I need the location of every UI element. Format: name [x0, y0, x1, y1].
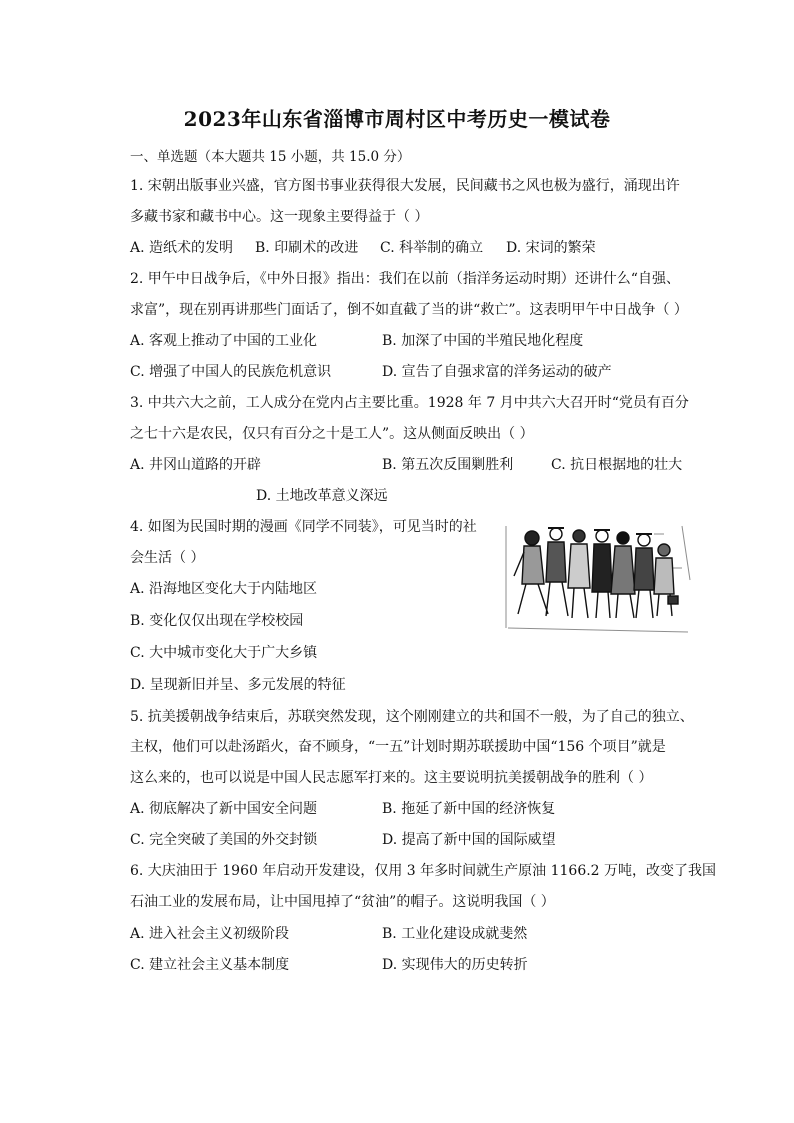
question-5-line-1: 5. 抗美援朝战争结束后，苏联突然发现，这个刚刚建立的共和国不一般，为了自己的独立、 — [130, 709, 694, 725]
question-2-option-d[interactable]: D. 宣告了自强求富的洋务运动的破产 — [382, 364, 612, 380]
question-5-option-d[interactable]: D. 提高了新中国的国际威望 — [382, 832, 556, 848]
question-2-option-b[interactable]: B. 加深了中国的半殖民地化程度 — [382, 333, 584, 349]
question-3-option-d[interactable]: D. 土地改革意义深远 — [256, 488, 388, 504]
question-4-option-b[interactable]: B. 变化仅仅出现在学校校园 — [130, 613, 304, 629]
question-1-option-c[interactable]: C. 科举制的确立 — [380, 240, 484, 256]
question-6-line-2: 石油工业的发展布局，让中国甩掉了“贫油”的帽子。这说明我国（ ） — [130, 894, 555, 910]
question-5-option-a[interactable]: A. 彻底解决了新中国安全问题 — [130, 801, 318, 817]
question-1-option-b[interactable]: B. 印刷术的改进 — [255, 240, 359, 256]
question-1-line-1: 1. 宋朝出版事业兴盛，官方图书事业获得很大发展，民间藏书之风也极为盛行，涌现出许 — [130, 178, 680, 194]
question-6-option-b[interactable]: B. 工业化建设成就斐然 — [382, 926, 528, 942]
question-5-option-c[interactable]: C. 完全突破了美国的外交封锁 — [130, 832, 318, 848]
question-1-option-a[interactable]: A. 造纸术的发明 — [130, 240, 234, 256]
question-6-option-a[interactable]: A. 进入社会主义初级阶段 — [130, 926, 290, 942]
question-5-line-2: 主权，他们可以赴汤蹈火，奋不顾身，“一五”计划时期苏联援助中国“156 个项目”就是 — [130, 739, 666, 755]
question-2-option-c[interactable]: C. 增强了中国人的民族危机意识 — [130, 364, 332, 380]
question-3-option-a[interactable]: A. 井冈山道路的开辟 — [130, 457, 262, 473]
question-6-option-d[interactable]: D. 实现伟大的历史转折 — [382, 957, 528, 973]
section-header: 一、单选题（本大题共 15 小题，共 15.0 分） — [130, 149, 411, 165]
cartoon-figure — [504, 520, 692, 638]
question-3-line-2: 之七十六是农民，仅只有百分之十是工人”。这从侧面反映出（ ） — [130, 426, 534, 442]
question-3-option-c[interactable]: C. 抗日根据地的壮大 — [551, 457, 683, 473]
question-4-option-a[interactable]: A. 沿海地区变化大于内陆地区 — [130, 581, 318, 597]
question-2-line-2: 求富”，现在别再讲那些门面话了，倒不如直截了当的讲“救亡”。这表明甲午中日战争（ ） — [130, 302, 688, 318]
question-6-option-c[interactable]: C. 建立社会主义基本制度 — [130, 957, 290, 973]
question-3-option-b[interactable]: B. 第五次反围剿胜利 — [382, 457, 514, 473]
question-2-line-1: 2. 甲午中日战争后，《中外日报》指出：我们在以前（指洋务运动时期）还讲什么“自强、 — [130, 271, 680, 287]
question-4-option-c[interactable]: C. 大中城市变化大于广大乡镇 — [130, 645, 318, 661]
question-1-option-d[interactable]: D. 宋词的繁荣 — [506, 240, 596, 256]
question-4-option-d[interactable]: D. 呈现新旧并呈、多元发展的特征 — [130, 677, 346, 693]
question-2-option-a[interactable]: A. 客观上推动了中国的工业化 — [130, 333, 318, 349]
students-cartoon-illustration — [504, 520, 692, 638]
question-5-option-b[interactable]: B. 拖延了新中国的经济恢复 — [382, 801, 556, 817]
question-1-line-2: 多藏书家和藏书中心。这一现象主要得益于（ ） — [130, 209, 429, 225]
question-4-line-2: 会生活（ ） — [130, 550, 205, 566]
question-3-line-1: 3. 中共六大之前，工人成分在党内占主要比重。1928 年 7 月中共六大召开时“党员有百分 — [130, 395, 689, 411]
question-5-line-3: 这么来的，也可以说是中国人民志愿军打来的。这主要说明抗美援朝战争的胜利（ ） — [130, 770, 653, 786]
question-6-line-1: 6. 大庆油田于 1960 年启动开发建设，仅用 3 年多时间就生产原油 1166.2 万吨，改变了我国 — [130, 863, 717, 879]
exam-title: 2023年山东省淄博市周村区中考历史一模试卷 — [183, 107, 611, 131]
question-4-line-1: 4. 如图为民国时期的漫画《同学不同装》，可见当时的社 — [130, 519, 477, 535]
